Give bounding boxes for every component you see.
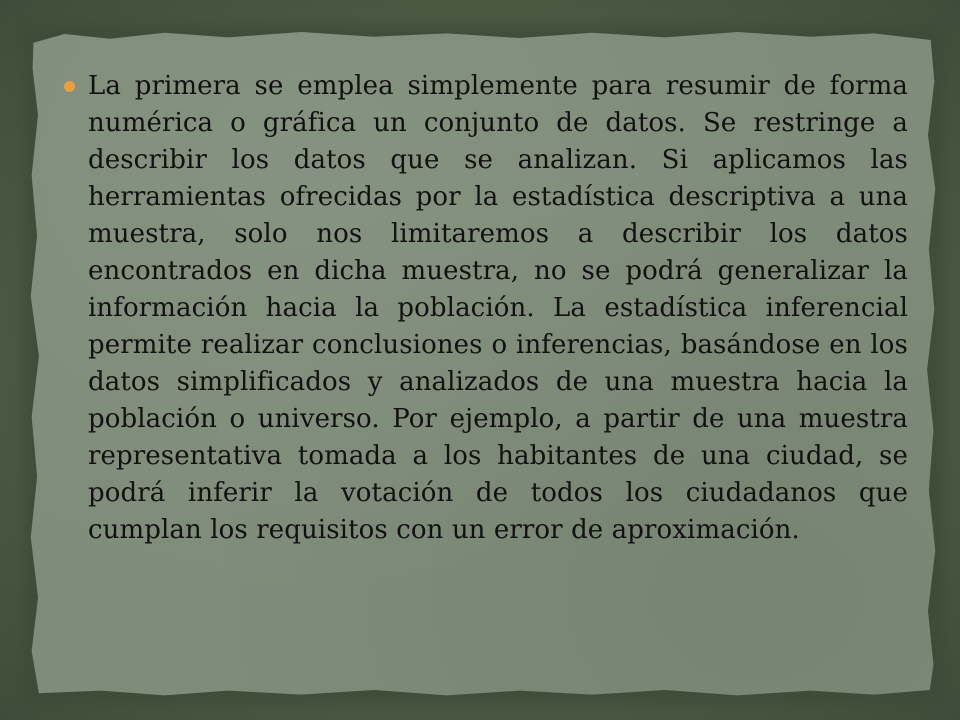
bullet-icon	[64, 81, 75, 92]
bullet-item	[62, 68, 908, 549]
body-paragraph: La primera se emplea simplemente para resumir de forma numérica o gráfica un conjunto de datos. Se restringe a describir los datos que se analizan. Si aplicamos las herramientas ofrecidas por la estadística descriptiva a una muestra, solo nos limitaremos a describir los datos encontrados en dicha muestra, no se podrá generalizar la información hacia la población. La estadística inferencial permite realizar conclusiones o inferencias, basándose en los datos simplificados y analizados de una muestra hacia la población o universo. Por ejemplo, a partir de una muestra representativa tomada a los habitantes de una ciudad, se podrá inferir la votación de todos los ciudadanos que cumplan los requisitos con un error de aproximación.	[88, 71, 908, 545]
slide-content	[62, 68, 908, 549]
